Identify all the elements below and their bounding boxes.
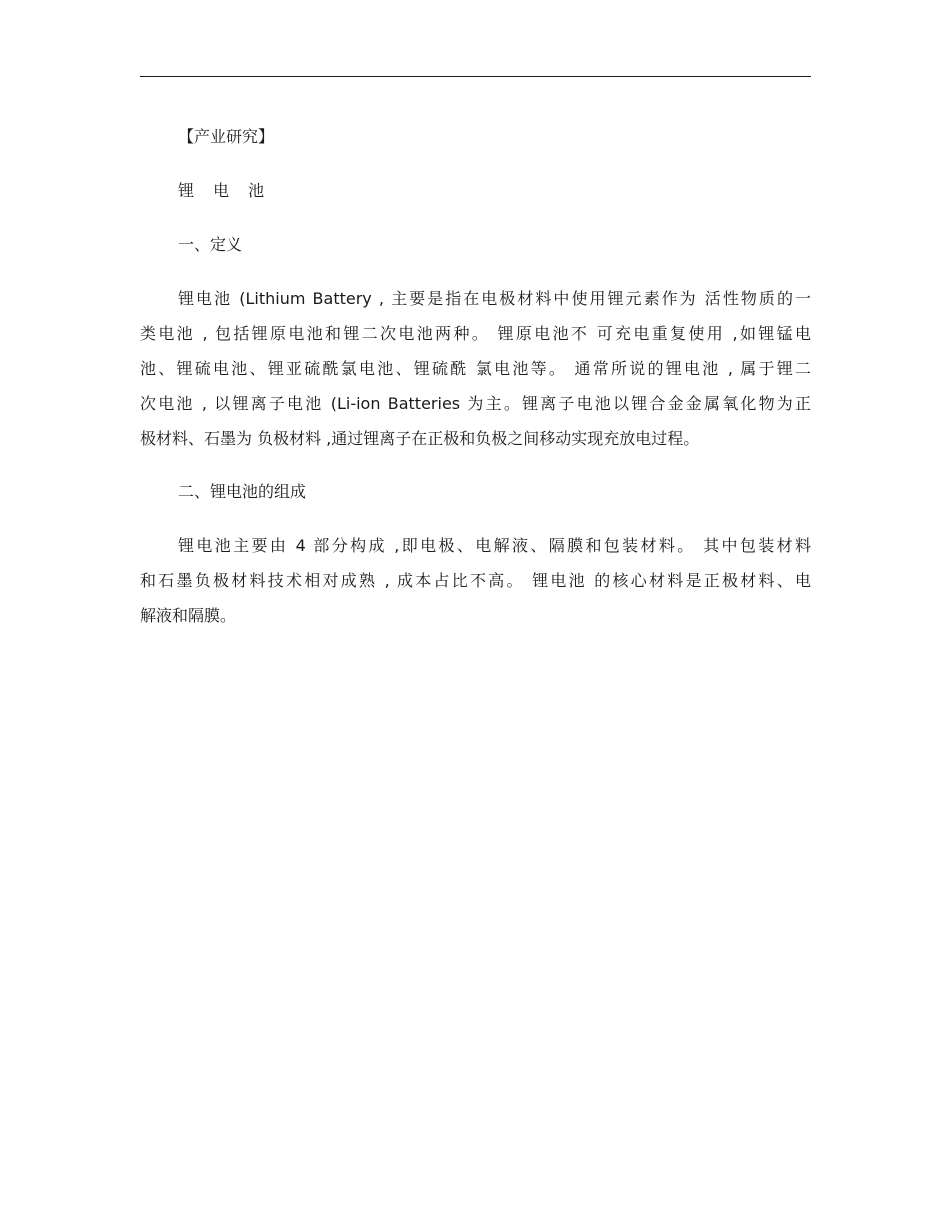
category-tag: 【产业研究】 [178, 127, 275, 146]
paragraph-line: 次电池 , 以锂离子电池 (Li-ion Batteries 为主。锂离子电池以锂合金金属氧化物为正 [140, 394, 811, 413]
paragraph-line: 极材料、石墨为 负极材料 ,通过锂离子在正极和负极之间移动实现充放电过程。 [140, 429, 700, 448]
composition-paragraph [140, 536, 811, 641]
paragraph-line: 池、锂硫电池、锂亚硫酰氯电池、锂硫酰 氯电池等。 通常所说的锂电池 , 属于锂二 [140, 359, 811, 378]
paragraph-line: 解液和隔膜。 [140, 606, 237, 625]
section-heading-composition: 二、锂电池的组成 [178, 482, 307, 501]
header-rule [140, 76, 811, 77]
definition-paragraph [140, 289, 811, 464]
paragraph-line: 锂电池主要由 4 部分构成 ,即电极、电解液、隔膜和包装材料。 其中包装材料 [178, 536, 811, 555]
paragraph-line: 锂电池 (Lithium Battery , 主要是指在电极材料中使用锂元素作为 活性物质的一 [178, 289, 811, 308]
paragraph-line: 类电池 , 包括锂原电池和锂二次电池两种。 锂原电池不 可充电重复使用 ,如锂锰电 [140, 324, 811, 343]
document-title: 锂 电 池 [178, 181, 272, 200]
paragraph-line: 和石墨负极材料技术相对成熟 , 成本占比不高。 锂电池 的核心材料是正极材料、电 [140, 571, 811, 590]
section-heading-definition: 一、定义 [178, 235, 243, 254]
